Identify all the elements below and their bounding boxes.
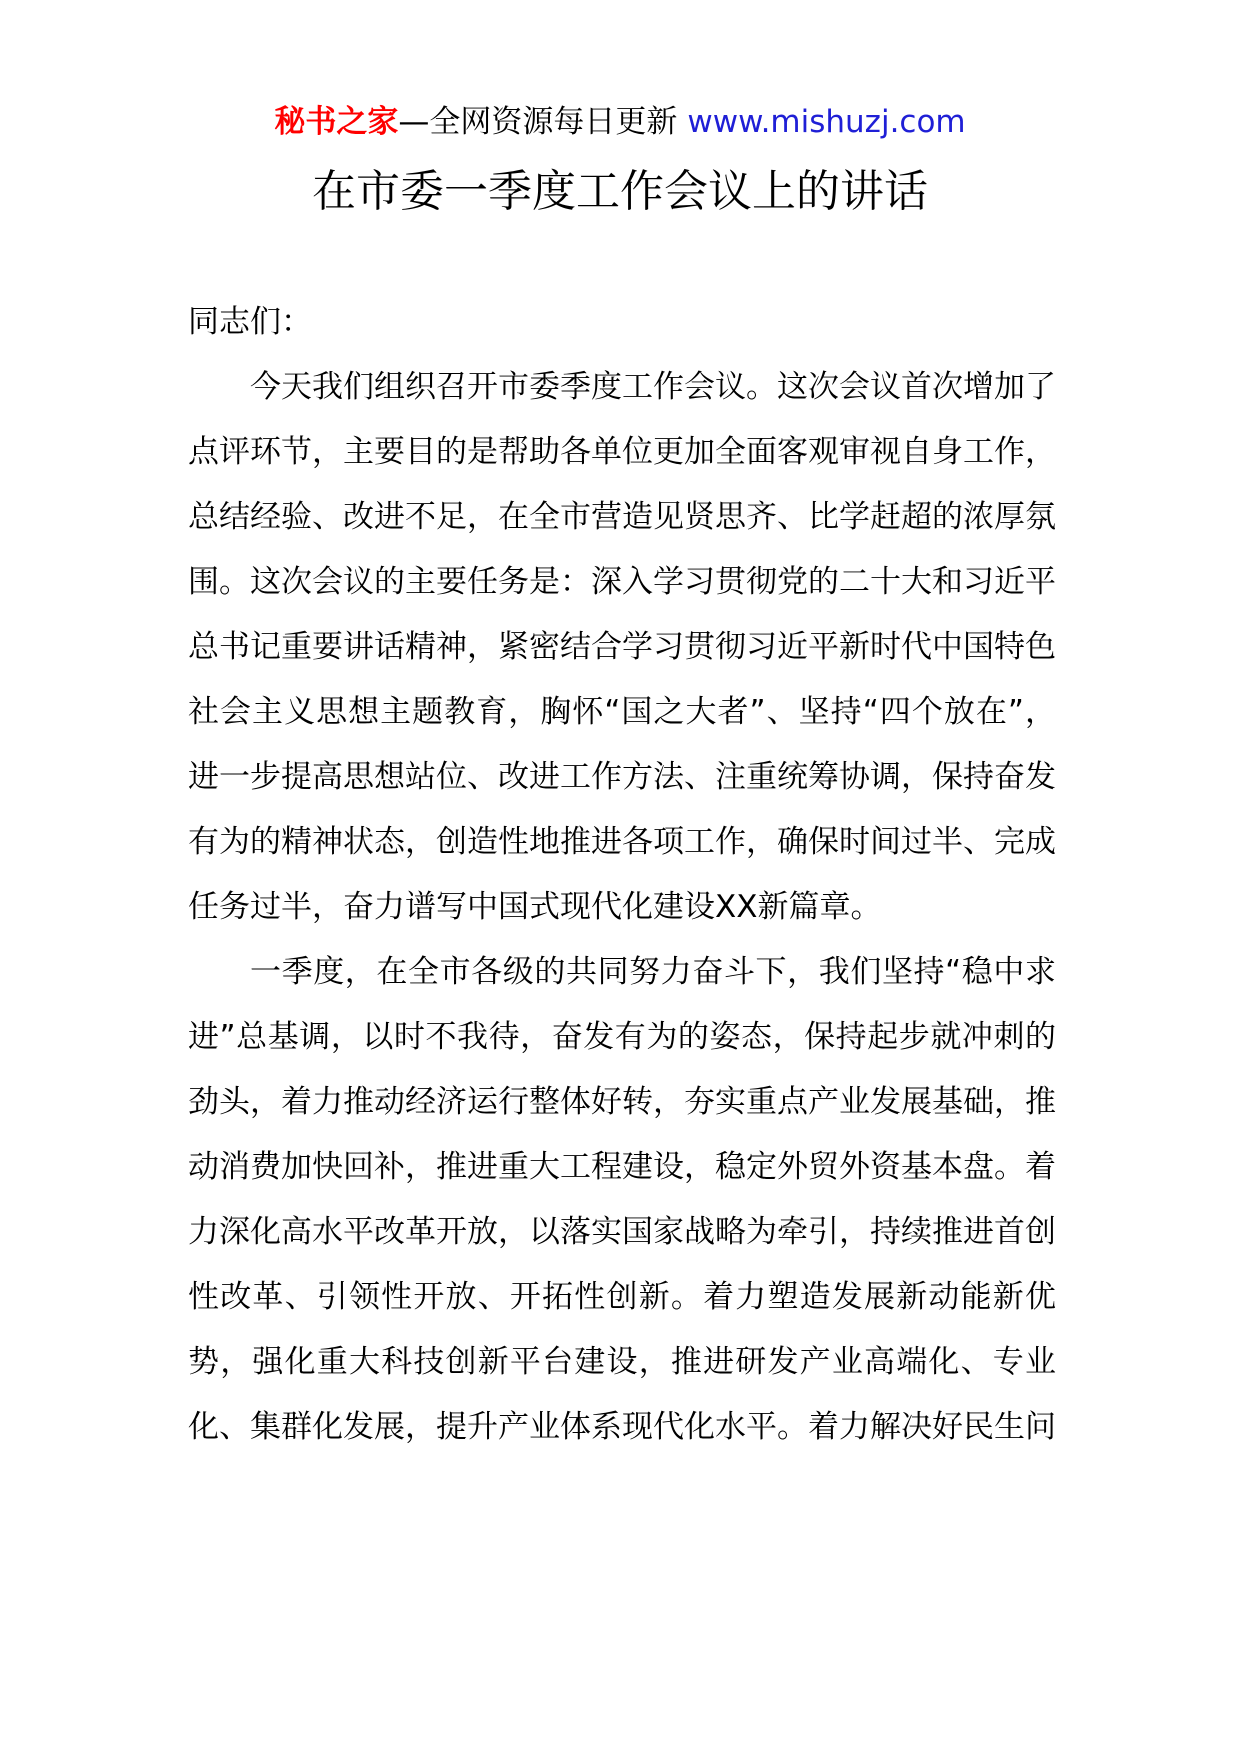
salutation: 同志们：: [188, 304, 312, 340]
site-url-link[interactable]: www.mishuzj.com: [687, 104, 966, 140]
document-body: [188, 290, 1056, 1460]
document-title: 在市委一季度工作会议上的讲话: [312, 166, 928, 217]
body-paragraph: 今天我们组织召开市委季度工作会议。这次会议首次增加了点评环节，主要目的是帮助各单位更加全面客观审视自身工作，总结经验、改进不足，在全市营造见贤思齐、比学赶超的浓厚氛围。这次会议的主要任务是：深入学习贯彻党的二十大和习近平总书记重要讲话精神，紧密结合学习贯彻习近平新时代中国特色社会主义思想主题教育，胸怀“国之大者”、坚持“四个放在”，进一步提高思想站位、改进工作方法、注重统筹协调，保持奋发有为的精神状态，创造性地推进各项工作，确保时间过半、完成任务过半，奋力谱写中国式现代化建设XX新篇章。: [188, 369, 1056, 925]
site-header: [0, 100, 1240, 144]
body-paragraph: 一季度，在全市各级的共同努力奋斗下，我们坚持“稳中求进”总基调，以时不我待，奋发有为的姿态，保持起步就冲刺的劲头，着力推动经济运行整体好转，夯实重点产业发展基础，推动消费加快回补，推进重大工程建设，稳定外贸外资基本盘。着力深化高水平改革开放，以落实国家战略为牵引，持续推进首创性改革、引领性开放、开拓性创新。着力塑造发展新动能新优势，强化重大科技创新平台建设，推进研发产业高端化、专业化、集群化发展，提升产业体系现代化水平。着力解决好民生问: [188, 954, 1056, 1445]
brand-name: 秘书之家: [274, 104, 399, 140]
site-slogan: —全网资源每日更新: [398, 104, 678, 140]
